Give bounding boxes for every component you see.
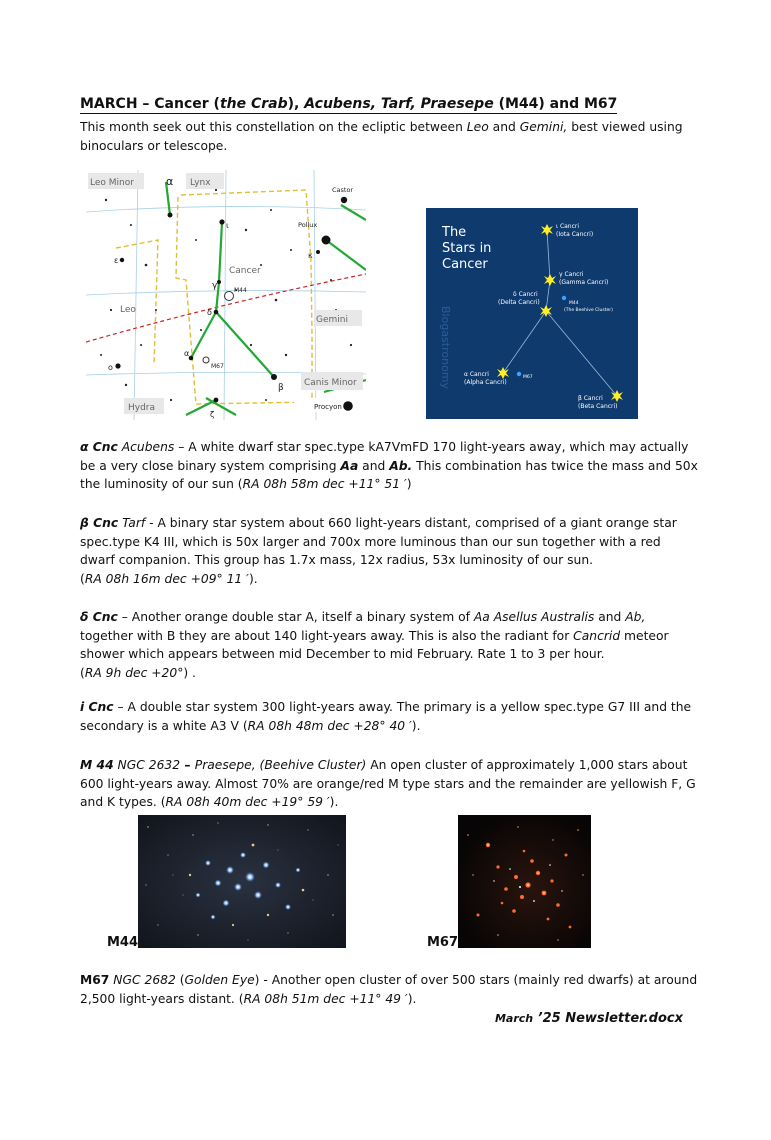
graphic-watermark: Blogastronomy [439, 306, 452, 390]
map-label-beta: β [278, 383, 284, 393]
graphic-label-m44-name: (The Beehive Cluster) [564, 308, 613, 313]
map-label-cancer: Cancer [229, 266, 261, 276]
map-label-delta: δ [207, 308, 212, 317]
map-label-leo: Leo [120, 305, 136, 315]
iota-cnc-paragraph: i Cnc – A double star system 300 light-years away. The primary is a yellow spec.type G7 III and the secondary is a white A3 V (RA 08h 48m dec +28° 40 ′). [80, 700, 692, 733]
map-label-leo-minor: Leo Minor [90, 178, 134, 188]
map-label-procyon: Procyon [314, 403, 342, 411]
map-label-hydra: Hydra [128, 403, 156, 413]
map-label-canis-minor: Canis Minor [304, 378, 357, 388]
m67-caption: M67 [427, 935, 459, 950]
graphic-title-line3: Cancer [442, 257, 488, 272]
graphic-label-gamma-name: (Gamma Cancri) [559, 279, 609, 286]
map-label-lynx: Lynx [190, 178, 211, 188]
graphic-label-delta-name: (Delta Cancri) [498, 299, 540, 306]
m44-cluster-photo [138, 815, 346, 948]
map-label-kappa: κ [308, 251, 313, 260]
graphic-label-alpha: α Cancri [464, 371, 489, 378]
map-label-alpha-lmi: α [166, 175, 174, 188]
graphic-title-line2: Stars in [442, 241, 492, 256]
alpha-cnc-paragraph: α Cnc Acubens – A white dwarf star spec.type kA7VmFD 170 light-years away, which may actually be a very close binary system comprising Aa and Ab. This combination has twice the mass and 50x the luminosity of our sun (RA 08h 58m dec +11° 51 ′) [80, 440, 698, 491]
intro-paragraph: This month seek out this constellation on the ecliptic between Leo and Gemini, best viewed using binoculars or telescope. [80, 120, 683, 153]
map-label-zeta: ζ [210, 410, 215, 419]
m67-cluster-photo [458, 815, 591, 948]
graphic-label-m67: M67 [523, 375, 533, 380]
cancer-star-map [86, 170, 366, 420]
map-label-gamma: γ [212, 281, 218, 291]
m67-paragraph: M67 NGC 2682 (Golden Eye) - Another open cluster of over 500 stars (mainly red dwarfs) at around 2,500 light-years distant. (RA 08h 51m dec +11° 49 ′). [80, 973, 698, 1006]
graphic-label-m44: M44 [569, 301, 579, 306]
graphic-title-line1: The [442, 225, 467, 240]
graphic-label-beta: β Cancri [578, 395, 603, 402]
document-footer: March ’25 Newsletter.docx [494, 1011, 683, 1026]
map-label-castor: Castor [332, 186, 354, 194]
map-label-epsilon: ε [114, 256, 119, 265]
graphic-label-alpha-name: (Alpha Cancri) [464, 379, 507, 386]
map-label-omicron: ο [108, 363, 113, 372]
graphic-label-beta-name: (Beta Cancri) [578, 403, 618, 410]
graphic-label-gamma: γ Cancri [559, 271, 584, 278]
graphic-label-delta: δ Cancri [513, 291, 538, 298]
page-title: MARCH – Cancer (the Crab), Acubens, Tarf, Praesepe (M44) and M67 [80, 96, 618, 112]
delta-cnc-paragraph: δ Cnc – Another orange double star A, itself a binary system of Aa Asellus Australis and Ab, together with B they are about 140 light-years away. This is also the radiant for Cancrid meteor shower which appears between mid December to mid February. Rate 1 to 3 per hour. (RA 9h dec +20°) . [80, 610, 669, 680]
m44-paragraph: M 44 NGC 2632 – Praesepe, (Beehive Cluster) An open cluster of approximately 1,000 stars about 600 light-years away. Almost 70% are orange/red M type stars and the remainder are yellowish F, G and K types. (RA 08h 40m dec +19° 59 ′). [80, 758, 696, 809]
m44-caption: M44 [107, 935, 139, 950]
map-label-gemini: Gemini [316, 315, 348, 325]
graphic-label-iota-name: (Iota Cancri) [556, 231, 594, 238]
map-label-alpha-cnc: α [184, 349, 190, 358]
map-label-m44: M44 [234, 287, 247, 294]
graphic-label-iota: ι Cancri [556, 223, 580, 230]
map-label-pollux: Pollux [298, 221, 318, 229]
beta-cnc-paragraph: β Cnc Tarf - A binary star system about 660 light-years distant, comprised of a giant orange star spec.type K4 III, which is 50x larger and 700x more luminous than our sun together with a red dwarf companion. This group has 1.7x mass, 12x radius, 53x luminosity of our sun. (RA 08h 16m dec +09° 11 ′). [80, 516, 677, 586]
stars-in-cancer-graphic [426, 208, 638, 419]
map-label-m67: M67 [211, 363, 224, 370]
map-label-iota: ι [226, 221, 229, 230]
